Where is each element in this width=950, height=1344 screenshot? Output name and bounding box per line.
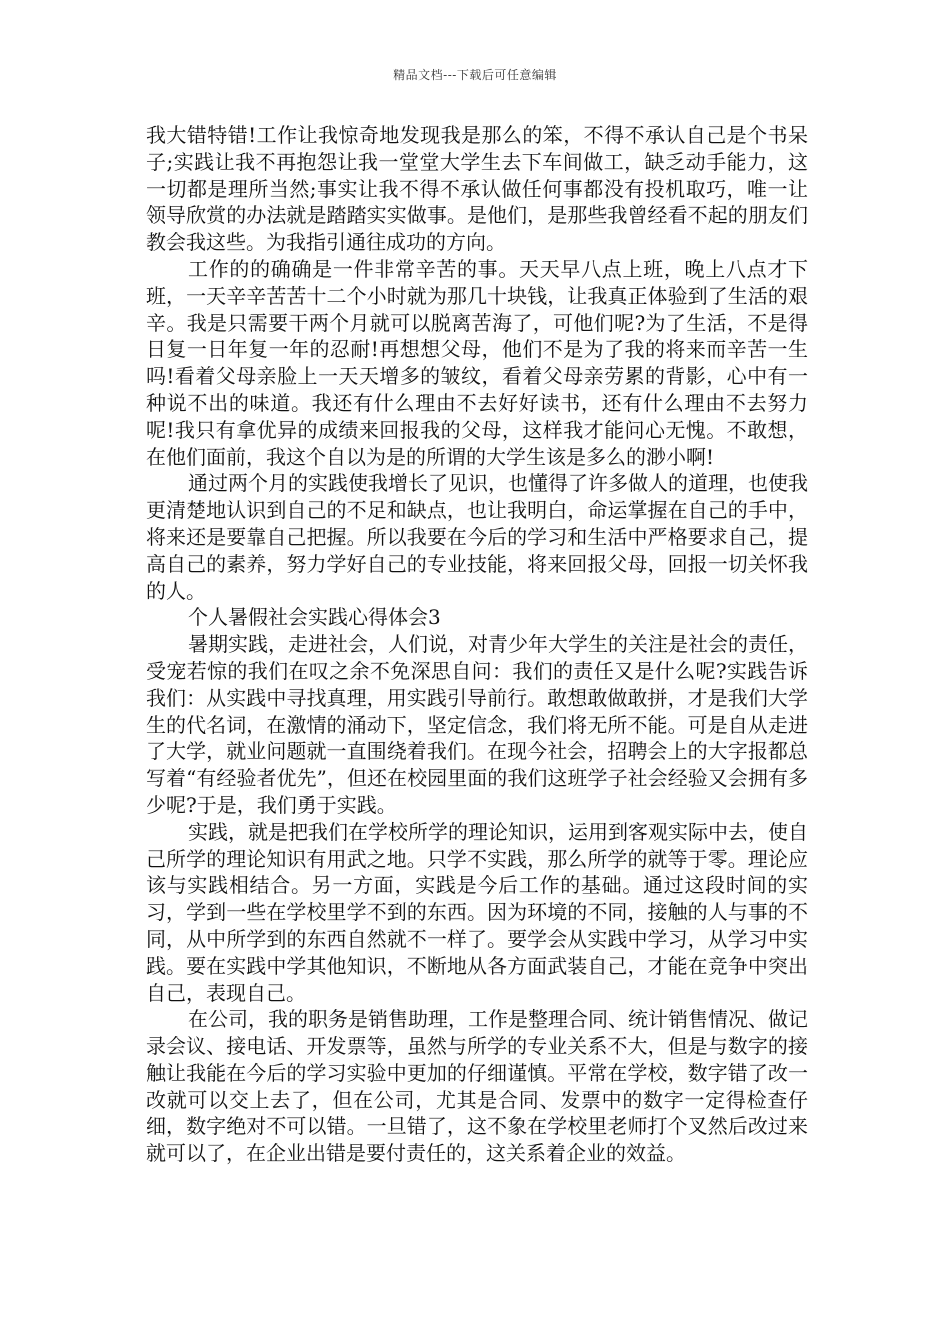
paragraph-5: 实践，就是把我们在学校所学的理论知识，运用到客观实际中去，使自己所学的理论知识有用武之地。只学不实践，那么所学的就等于零。理论应该与实践相结合。另一方面，实践是今后工作的基础。通过这段时间的实习，学到一些在学校里学不到的东西。因为环境的不同，接触的人与事的不同，从中所学到的东西自然就不一样了。要学会从实践中学习，从学习中实践。要在实践中学其他知识，不断地从各方面武装自己，才能在竞争中突出自己，表现自己。	[146, 819, 808, 1005]
paragraph-3: 通过两个月的实践使我增长了见识，也懂得了许多做人的道理，也使我更清楚地认识到自己的不足和缺点，也让我明白，命运掌握在自己的手中，将来还是要靠自己把握。所以我要在今后的学习和生活中严格要求自己，提高自己的素养，努力学好自己的专业技能，将来回报父母，回报一切关怀我的人。	[146, 471, 808, 603]
paragraph-4: 暑期实践，走进社会，人们说，对青少年大学生的关注是社会的责任，受宠若惊的我们在叹之余不免深思自问：我们的责任又是什么呢?实践告诉我们：从实践中寻找真理，用实践引导前行。敢想敢做敢拼，才是我们大学生的代名词，在激情的涌动下，坚定信念，我们将无所不能。可是自从走进了大学，就业问题就一直围绕着我们。在现今社会，招聘会上的大字报都总写着“有经验者优先”，但还在校园里面的我们这班学子社会经验又会拥有多少呢?于是，我们勇于实践。	[146, 632, 808, 817]
paragraph-2: 工作的的确确是一件非常辛苦的事。天天早八点上班，晚上八点才下班，一天辛辛苦苦十二个小时就为那几十块钱，让我真正体验到了生活的艰辛。我是只需要干两个月就可以脱离苦海了，可他们呢?为了生活，不是得日复一日年复一年的忍耐!再想想父母，他们不是为了我的将来而辛苦一生吗!看着父母亲脸上一天天增多的皱纹，看着父母亲劳累的背影，心中有一种说不出的味道。我还有什么理由不去好好读书，还有什么理由不去努力呢!我只有拿优异的成绩来回报我的父母，这样我才能问心无愧。不敢想，在他们面前，我这个自以为是的所谓的大学生该是多么的渺小啊!	[146, 256, 808, 469]
section-heading: 个人暑假社会实践心得体会3	[188, 605, 441, 630]
page-header: 精品文档---下载后可任意编辑	[393, 68, 557, 82]
paragraph-1: 我大错特错!工作让我惊奇地发现我是那么的笨，不得不承认自己是个书呆子;实践让我不再抱怨让我一堂堂大学生去下车间做工，缺乏动手能力，这一切都是理所当然;事实让我不得不承认做任何事都没有投机取巧，唯一让领导欣赏的办法就是踏踏实实做事。是他们，是那些我曾经看不起的朋友们教会我这些。为我指引通往成功的方向。	[146, 123, 808, 255]
document-body	[146, 122, 808, 1167]
paragraph-6: 在公司，我的职务是销售助理，工作是整理合同、统计销售情况、做记录会议、接电话、开发票等，虽然与所学的专业关系不大，但是与数字的接触让我能在今后的学习实验中更加的仔细谨慎。平常在学校，数字错了改一改就可以交上去了，但在公司，尤其是合同、发票中的数字一定得检查仔细，数字绝对不可以错。一旦错了，这不象在学校里老师打个叉然后改过来就可以了，在企业出错是要付责任的，这关系着企业的效益。	[146, 1007, 808, 1166]
